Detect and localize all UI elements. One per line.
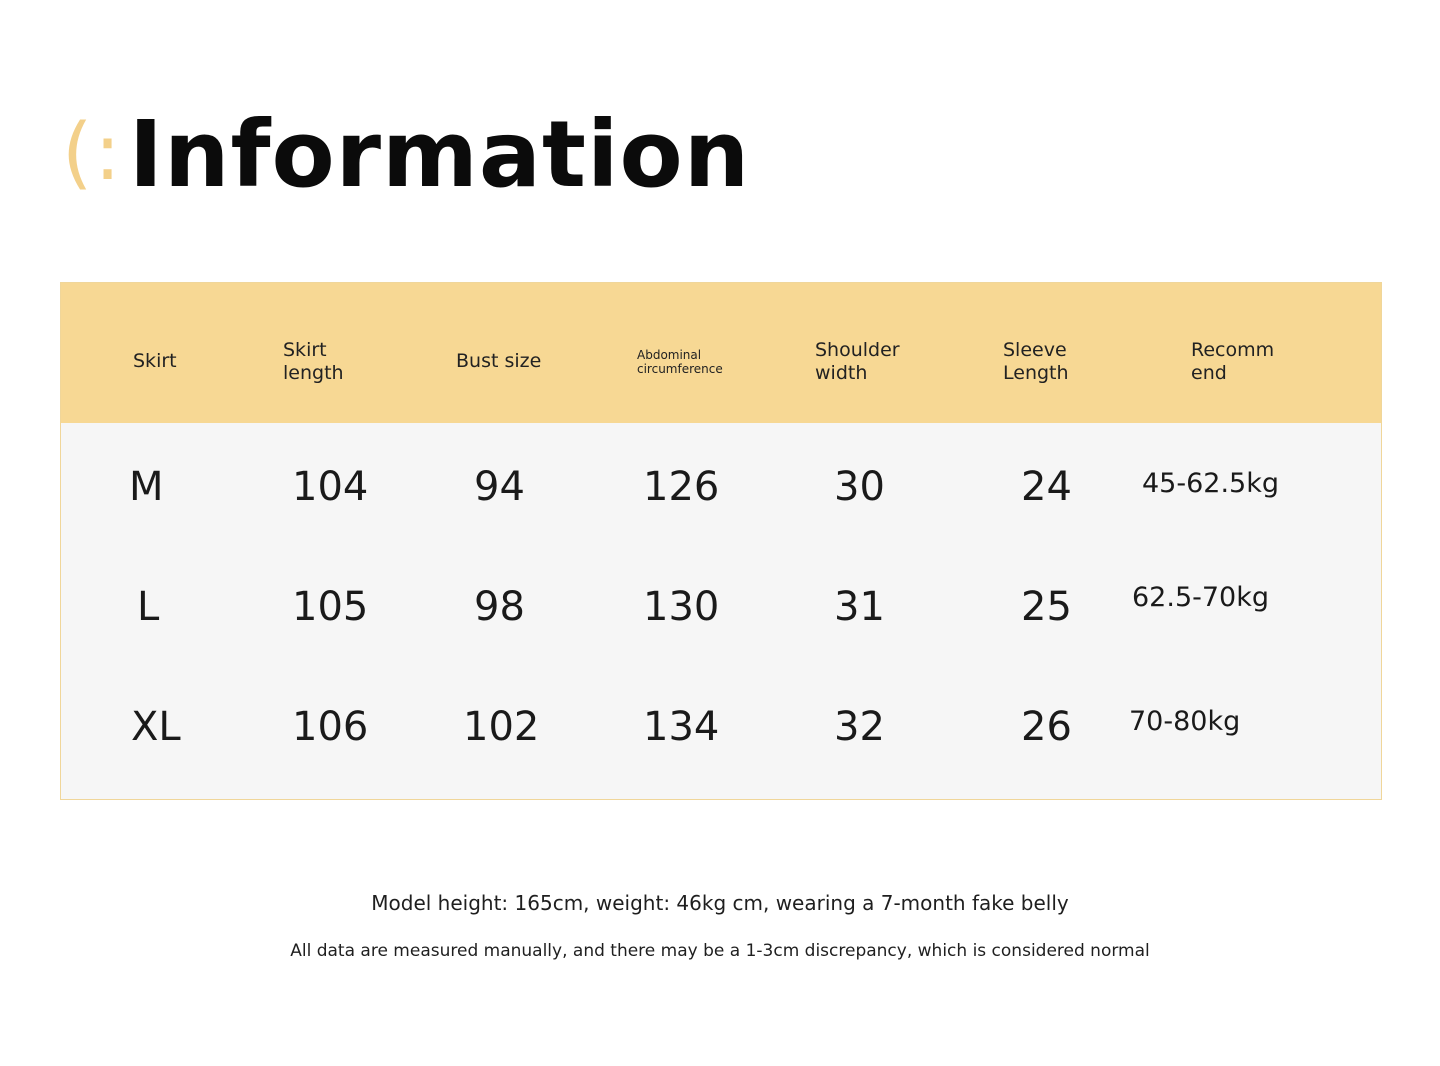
header-bust-size: Bust size <box>456 350 542 372</box>
cell-skirt-length-m: 104 <box>292 464 369 510</box>
cell-sleeve-l: 25 <box>1021 584 1072 630</box>
cell-skirt-length-l: 105 <box>292 584 369 630</box>
title-mark: (: <box>62 108 123 198</box>
cell-shoulder-xl: 32 <box>834 704 885 750</box>
cell-recommend-m: 45-62.5kg <box>1142 468 1279 499</box>
header-recommend: Recomm end <box>1191 339 1275 384</box>
model-note: Model height: 165cm, weight: 46kg cm, wearing a 7-month fake belly <box>371 891 1069 915</box>
cell-recommend-l: 62.5-70kg <box>1132 582 1269 613</box>
cell-abdominal-xl: 134 <box>643 704 720 750</box>
cell-abdominal-l: 130 <box>643 584 720 630</box>
cell-recommend-xl: 70-80kg <box>1129 706 1241 737</box>
header-skirt-length: Skirt length <box>283 339 344 384</box>
cell-bust-m: 94 <box>474 464 525 510</box>
header-skirt: Skirt <box>133 350 177 372</box>
cell-size-xl: XL <box>131 704 181 750</box>
header-sleeve-length: Sleeve Length <box>1003 339 1069 384</box>
cell-abdominal-m: 126 <box>643 464 720 510</box>
cell-skirt-length-xl: 106 <box>292 704 369 750</box>
header-shoulder-width: Shoulder width <box>815 339 900 384</box>
cell-sleeve-xl: 26 <box>1021 704 1072 750</box>
cell-sleeve-m: 24 <box>1021 464 1072 510</box>
cell-bust-xl: 102 <box>463 704 540 750</box>
header-abdominal-circumference: Abdominal circumference <box>637 348 723 376</box>
cell-shoulder-m: 30 <box>834 464 885 510</box>
cell-shoulder-l: 31 <box>834 584 885 630</box>
title-text: Information <box>128 101 751 208</box>
cell-bust-l: 98 <box>474 584 525 630</box>
page-title <box>62 100 750 210</box>
measurement-disclaimer: All data are measured manually, and there may be a 1-3cm discrepancy, which is considered normal <box>290 941 1150 961</box>
cell-size-l: L <box>137 584 160 630</box>
size-table <box>60 282 1382 800</box>
table-header <box>61 283 1381 423</box>
cell-size-m: M <box>129 464 164 510</box>
